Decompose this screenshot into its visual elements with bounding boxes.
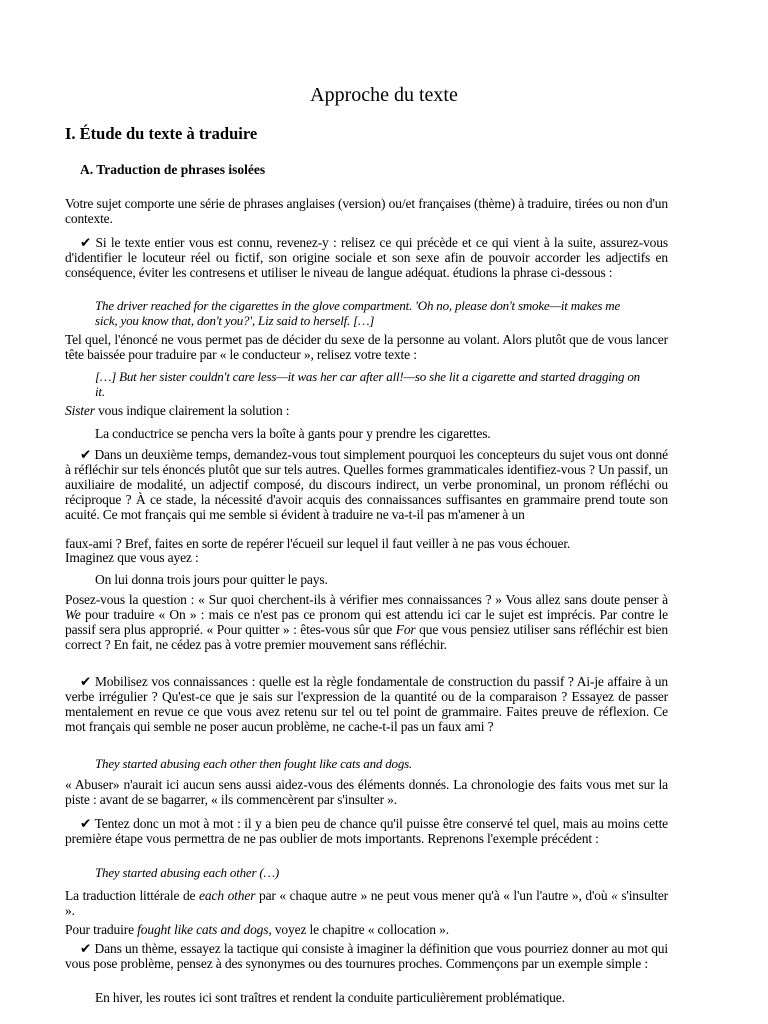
paragraph-sister (65, 404, 668, 419)
example-conductrice: La conductrice se pencha vers la boîte à gants pour y prendre les cigarettes. (95, 426, 491, 441)
paragraph-text: pour traduire « On » : mais ce n'est pas ce pronom qui est attendu ici car le sujet est imprécis. Par contre le passif sera plus approprié. « Pour quitter » : êtes-vous sûr que (65, 606, 668, 637)
paragraph-text: que vous pensiez utiliser sans réfléchir est bien correct ? En fait, ne cédez pas à votre premier mouvement sans réfléchir. (65, 621, 668, 652)
checkmark-icon: ✔ (80, 235, 92, 250)
paragraph-text: Tentez donc un mot à mot : il y a bien peu de chance qu'il puisse être conservé tel quel, mais au moins cette première étape vous permettra de ne pas oublier de mots importants. Reprenons l'exemple précédent : (65, 816, 669, 846)
paragraph-text: vous indique clairement la solution : (94, 403, 290, 418)
paragraph-posez-vous (65, 593, 668, 653)
paragraph-context (65, 236, 668, 281)
emphasis-word: For (395, 621, 416, 637)
checkmark-icon: ✔ (80, 447, 92, 462)
emphasis-word: fought like cats and dogs, (137, 922, 272, 937)
emphasis-word: We (65, 606, 81, 622)
paragraph-text: Pour traduire (65, 922, 138, 937)
emphasis-word: Sister (65, 403, 95, 418)
paragraph-text: Si le texte entier vous est connu, revenez-y : relisez ce qui précède et ce qui vient à la suite, assurez-vous d'identifier le locuteur réel ou fictif, son origine sociale et son sexe afin de pouvoir accorder les adjectifs en conséquence, éviter les contresens et utiliser le niveau de langue adéquat. étudions la phrase ci-dessous : (65, 235, 668, 280)
paragraph-text: Dans un deuxième temps, demandez-vous tout simplement pourquoi les concepteurs du sujet vous ont donné à réfléchir sur tels énoncés plutôt que sur tels autres. Quelles formes grammaticales identifiez-vous ? Un passif, un auxiliaire de modalité, un adjectif composé, du discours indirect, un verbe pronominal, un pronom réfléchi ou réciproque ? À ce stade, la nécessité d'avoir acquis des connaissances suffisantes en grammaire prend toute son acuité. Ce mot français qui me semble si évident à traduire ne va-t-il pas m'amener à un (65, 447, 668, 522)
checkmark-icon: ✔ (80, 674, 92, 689)
paragraph-mot-a-mot (65, 817, 668, 847)
paragraph-collocation (65, 923, 668, 938)
quote-sister: […] But her sister couldn't care less—it was her car after all!—so she lit a cigarette and started dragging on it. (95, 369, 640, 399)
paragraph-mobilisez (65, 675, 668, 735)
paragraph-abuser: « Abuser» n'aurait ici aucun sens aussi aidez-vous des éléments donnés. La chronologie des faits vous met sur la piste : avant de se bagarrer, « ils commencèrent par s'insulter ». (65, 777, 668, 807)
paragraph-deuxieme-temps (65, 448, 668, 523)
paragraph-traduction-litterale (65, 889, 668, 919)
paragraph-faux-ami: faux-ami ? Bref, faites en sorte de repérer l'écueil sur lequel il faut veiller à ne pas vous échouer. (65, 536, 571, 551)
paragraph-text: La traduction littérale de (65, 888, 200, 903)
example-en-hiver: En hiver, les routes ici sont traîtres et rendent la conduite particulièrement problématique. (95, 990, 565, 1005)
quote-abusing: They started abusing each other then fought like cats and dogs. (95, 756, 413, 771)
subsection-heading: A. Traduction de phrases isolées (80, 162, 266, 177)
quote-each-other: They started abusing each other (…) (95, 865, 280, 880)
paragraph-text: Posez-vous la question : « Sur quoi cherchent-ils à vérifier mes connaissances ? » Vous allez sans doute penser à (65, 592, 668, 607)
paragraph-text: par « chaque autre » ne peut vous mener qu'à « l'un l'autre », d'où (255, 888, 612, 903)
paragraph-tel-quel: Tel quel, l'énoncé ne vous permet pas de décider du sexe de la personne au volant. Alors plutôt que de vous lancer tête baissée pour traduire par « le conducteur », relisez votre texte : (65, 332, 668, 362)
paragraph-text: voyez le chapitre « collocation ». (271, 922, 449, 937)
checkmark-icon: ✔ (80, 816, 92, 831)
paragraph-intro: Votre sujet comporte une série de phrases anglaises (version) ou/et françaises (thème) à traduire, tirées ou non d'un contexte. (65, 196, 668, 226)
emphasis-word: each other (199, 888, 256, 903)
paragraph-text: Dans un thème, essayez la tactique qui consiste à imaginer la définition que vous pourriez donner au mot qui vous pose problème, pensez à des synonymes ou des tournures proches. Commençons par un exemple simple : (65, 941, 668, 971)
quote-driver: The driver reached for the cigarettes in the glove compartment. 'Oh no, please don't smoke—it makes me sick, you know that, don't you?', Liz said to herself. […] (95, 298, 621, 328)
checkmark-icon: ✔ (80, 941, 92, 956)
paragraph-imaginez: Imaginez que vous ayez : (65, 550, 199, 565)
example-trois-jours: On lui donna trois jours pour quitter le pays. (95, 572, 328, 587)
emphasis-word: « (611, 888, 618, 903)
paragraph-theme (65, 942, 668, 972)
page-title: Approche du texte (310, 84, 458, 106)
section-heading: I. Étude du texte à traduire (65, 124, 258, 143)
paragraph-text: Mobilisez vos connaissances : quelle est la règle fondamentale de construction du passif ? Ai-je affaire à un verbe irrégulier ? Qu'est-ce que je sais sur l'expression de la quantité ou de la comparaison ? Essayez de passer mentalement en revue ce que vous avez retenu sur tel ou tel point de grammaire. Faites preuve de réflexion. Ce mot français qui semble ne poser aucun problème, ne cache-t-il pas un faux ami ? (65, 674, 668, 734)
paragraph-text: s'insulter ». (65, 888, 669, 918)
